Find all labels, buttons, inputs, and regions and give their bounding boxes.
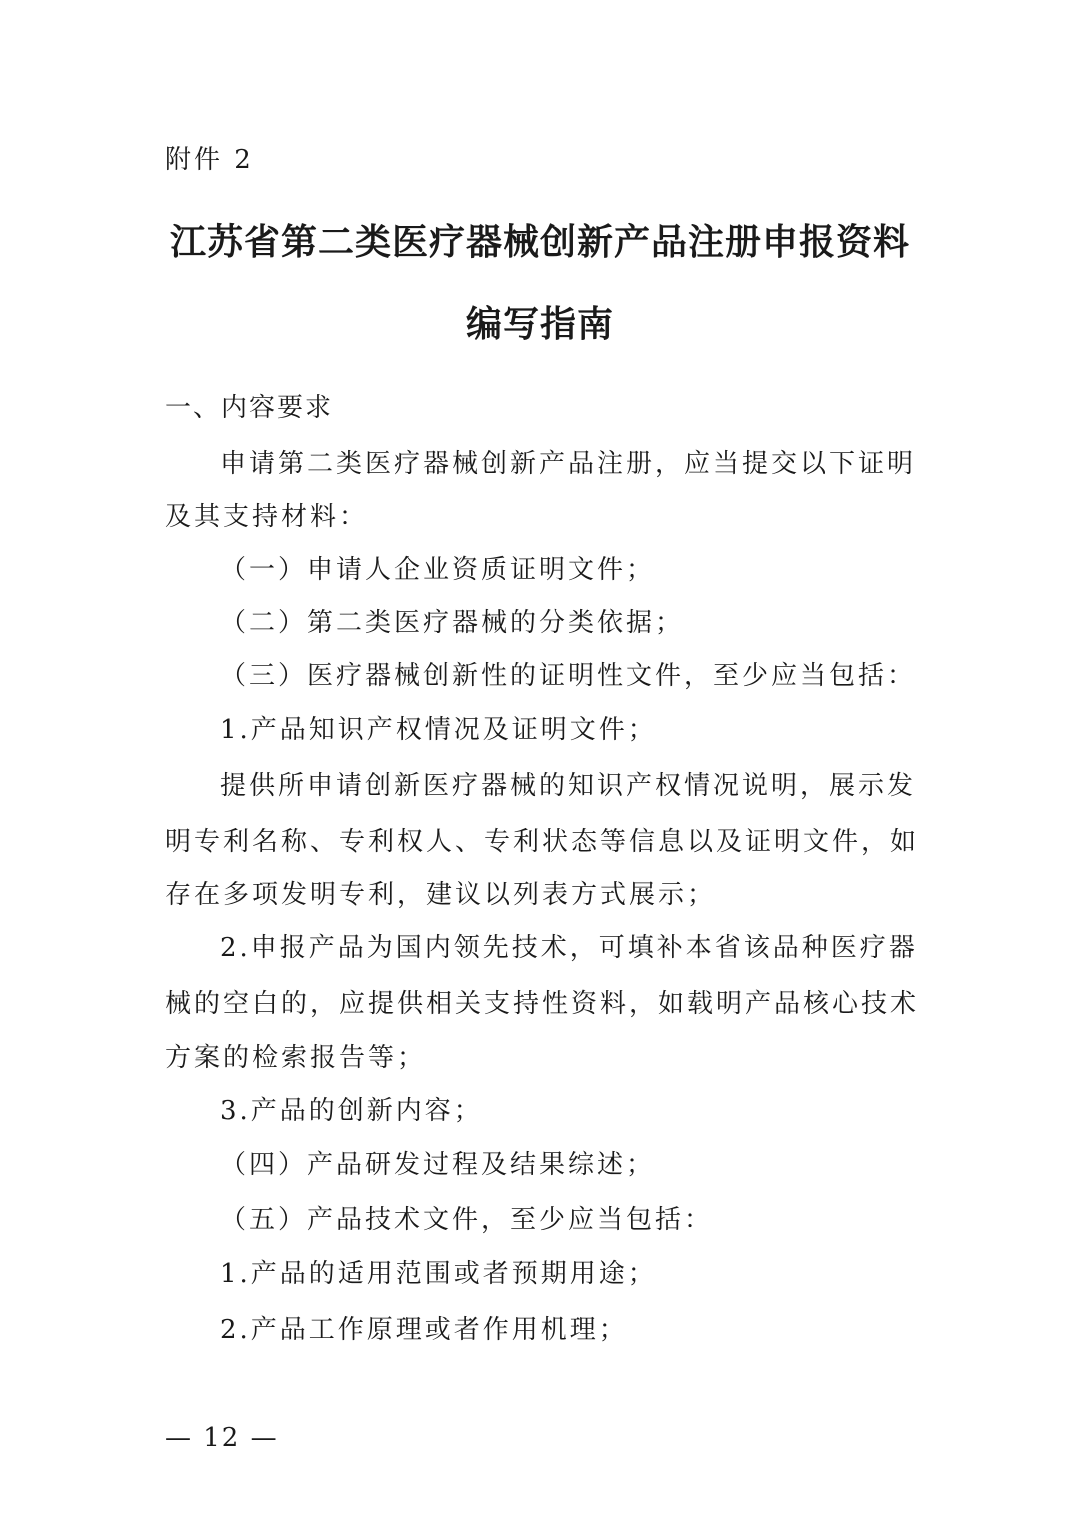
body-line: 存在多项发明专利，建议以列表方式展示；	[165, 880, 717, 910]
list-item: （五）产品技术文件，至少应当包括：	[220, 1205, 714, 1235]
body-line: 明专利名称、专利权人、专利状态等信息以及证明文件，如	[165, 827, 920, 857]
list-item: 1.产品的适用范围或者预期用途；	[220, 1259, 657, 1289]
page-number: — 12 —	[165, 1423, 279, 1453]
document-title-line-1: 江苏省第二类医疗器械创新产品注册申报资料	[169, 222, 910, 263]
list-item: （四）产品研发过程及结果综述；	[220, 1150, 656, 1180]
document-title-line-2: 编写指南	[465, 304, 614, 345]
body-line: 及其支持材料：	[165, 502, 369, 532]
list-item: （二）第二类医疗器械的分类依据；	[220, 608, 685, 638]
list-item: （三）医疗器械创新性的证明性文件，至少应当包括：	[220, 661, 917, 691]
section-heading: 一、内容要求	[165, 393, 334, 423]
list-item: 3.产品的创新内容；	[220, 1096, 483, 1126]
list-item: （一）申请人企业资质证明文件；	[220, 555, 656, 585]
body-line: 申请第二类医疗器械创新产品注册，应当提交以下证明	[220, 449, 917, 479]
list-item: 2.申报产品为国内领先技术，可填补本省该品种医疗器	[220, 933, 918, 963]
body-line: 提供所申请创新医疗器械的知识产权情况说明，展示发	[220, 771, 917, 801]
list-item: 2.产品工作原理或者作用机理；	[220, 1315, 628, 1345]
attachment-label: 附件 2	[165, 145, 254, 175]
list-item: 1.产品知识产权情况及证明文件；	[220, 715, 657, 745]
body-line: 械的空白的，应提供相关支持性资料，如载明产品核心技术	[165, 989, 920, 1019]
body-line: 方案的检索报告等；	[165, 1043, 427, 1073]
